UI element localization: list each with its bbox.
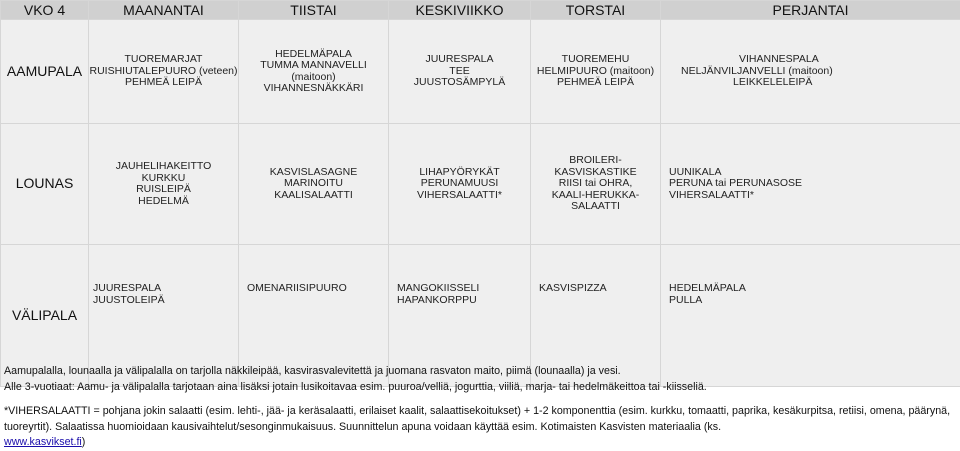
menu-cell xyxy=(661,124,960,245)
menu-cell xyxy=(239,124,389,245)
header-row xyxy=(1,1,960,20)
menu-item: TEE xyxy=(449,64,470,77)
menu-item: HEDELMÄPALA xyxy=(275,47,352,60)
menu-item: JUURESPALA xyxy=(425,53,494,66)
day-friday: PERJANTAI xyxy=(661,1,960,20)
week-label: VKO 4 xyxy=(1,1,89,20)
menu-item: JUUSTOSÄMPYLÄ xyxy=(413,76,506,89)
menu-item: JUURESPALA xyxy=(93,282,162,294)
menu-item: KAALI-HERUKKA- xyxy=(551,188,640,201)
menu-item: HEDELMÄ xyxy=(138,194,189,207)
menu-item: PEHMEÄ LEIPÄ xyxy=(556,76,635,89)
menu-item: JAUHELIHAKEITTO xyxy=(115,160,212,172)
menu-item: RUISHIUTALEPUURO (veteen) xyxy=(89,64,238,77)
note-line-1: Aamupalalla, lounaalla ja välipalalla on tarjolla näkkileipää, kasvirasvalevitettä ja juomana rasvaton maito, piimä (lounaalla) ja vesi. xyxy=(4,365,621,377)
menu-item: VIHANNESNÄKKÄRI xyxy=(263,82,364,94)
menu-item: UUNIKALA xyxy=(669,165,722,178)
menu-item: NELJÄNVILJANVELLI (maitoon) xyxy=(681,64,833,77)
menu-cell xyxy=(389,20,531,124)
menu-item: KURKKU xyxy=(141,171,186,184)
menu-item: LIHAPYÖRYKÄT xyxy=(419,165,500,178)
footnote-close: ) xyxy=(81,436,86,448)
kasvikset-link[interactable]: www.kasvikset.fi xyxy=(4,436,82,448)
menu-item: KASVISKASTIKE xyxy=(554,165,637,178)
menu-item: MARINOITU xyxy=(284,177,343,190)
menu-item: PULLA xyxy=(669,293,703,306)
menu-item: TUOREMARJAT xyxy=(124,53,203,66)
menu-item: VIHANNESPALA xyxy=(739,53,819,66)
row-label-lounas: LOUNAS xyxy=(1,124,89,245)
menu-cell xyxy=(239,20,389,124)
row-lounas xyxy=(1,124,960,245)
row-aamupala xyxy=(1,20,960,124)
menu-item: VIHERSALAATTI* xyxy=(669,188,754,201)
menu-item: BROILERI- xyxy=(569,154,622,167)
notes xyxy=(4,364,959,451)
menu-item: TUOREMEHU xyxy=(561,53,630,66)
menu-item: HEDELMÄPALA xyxy=(669,282,746,294)
menu-item: PERUNAMUUSI xyxy=(420,177,499,190)
menu-cell xyxy=(661,20,960,124)
menu-item: LEIKKELELEIPÄ xyxy=(733,76,813,89)
menu-item: OMENARIISIPUURO xyxy=(247,282,347,294)
menu-cell xyxy=(89,124,239,245)
menu-item: KASVISLASAGNE xyxy=(269,165,358,178)
menu-item: KAALISALAATTI xyxy=(274,188,353,201)
footnote xyxy=(4,404,959,451)
footnote-text: *VIHERSALAATTI = pohjana jokin salaatti (esim. lehti-, jää- ja keräsalaatti, erilaiset kaalit, salaattisekoitukset) + 1-2 komponenttia (esim. kurkku, tomaatti, paprika, kesäkurpitsa, retiisi, omena, päärynä, tuoreyrtit). Salaatissa huomioidaan kausivaihtelut/sesonginmukaisuus. Suunnittelun apuna voidaan käyttää esim. Kotimaisten Kasvisten materiaalia (ks. xyxy=(4,405,951,433)
menu-item: MANGOKIISSELI xyxy=(397,282,480,294)
menu-item: RIISI tai OHRA, xyxy=(558,177,633,190)
menu-cell xyxy=(531,124,661,245)
menu-item: KASVISPIZZA xyxy=(539,282,607,294)
menu-item: PERUNA tai PERUNASOSE xyxy=(669,177,803,190)
row-label-valipala: VÄLIPALA xyxy=(1,245,89,387)
day-thursday: TORSTAI xyxy=(531,1,661,20)
day-wednesday: KESKIVIIKKO xyxy=(389,1,531,20)
note-line-2: Alle 3-vuotiaat: Aamu- ja välipalalla tarjotaan aina lisäksi jotain lusikoitavaa esim. puuroa/velliä, jogurttia, viiliä, marja- tai hedelmäkeittoa tai -kiisseliä. xyxy=(4,380,707,393)
menu-cell xyxy=(531,20,661,124)
menu-item: RUISLEIPÄ xyxy=(136,183,191,195)
row-label-aamupala: AAMUPALA xyxy=(1,20,89,124)
menu-item: VIHERSALAATTI* xyxy=(417,188,502,201)
menu-item: PEHMEÄ LEIPÄ xyxy=(124,76,203,89)
menu-cell xyxy=(389,124,531,245)
day-tuesday: TIISTAI xyxy=(239,1,389,20)
day-monday: MAANANTAI xyxy=(89,1,239,20)
menu-item: SALAATTI xyxy=(571,200,620,213)
menu-cell xyxy=(89,20,239,124)
menu-item: HELMIPUURO (maitoon) xyxy=(536,64,655,77)
menu-item: JUUSTOLEIPÄ xyxy=(93,293,165,306)
menu-item: HAPANKORPPU xyxy=(397,293,477,306)
menu-item: TUMMA MANNAVELLI (maitoon) xyxy=(260,59,367,83)
